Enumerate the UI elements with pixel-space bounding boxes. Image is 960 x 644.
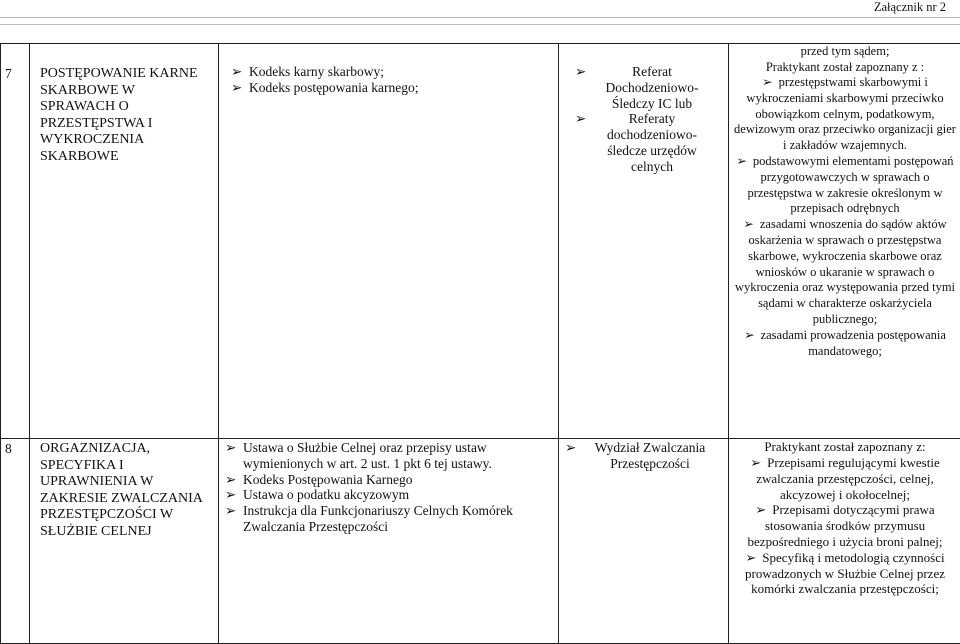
outcomes-heading: Praktykant został zapoznany z : — [765, 59, 925, 74]
curriculum-table — [0, 43, 960, 644]
table-row — [1, 44, 960, 439]
topic-cell — [30, 44, 219, 439]
list-item: ➢ Wydział Zwalczania Przestępczości — [565, 440, 706, 471]
topic-text: ORGAZNIZACJA, SPECYFIKA I UPRAWNIENIA W ZAKRESIE ZWALCZANIA PRZESTĘPCZOŚCI W SŁUŻBIE CELNEJ — [40, 441, 203, 539]
arrowhead-bullet-icon: ➢ — [575, 64, 587, 79]
sources-list — [219, 439, 558, 535]
list-item: ➢ Kodeks karny skarbowy; — [231, 64, 384, 79]
list-item: ➢ podstawowymi elementami postępowań przygotowawczych w sprawach o przestępstwa w zakresie określonym w przepisach odrębnych — [736, 153, 954, 216]
units-list — [559, 44, 728, 175]
arrowhead-bullet-icon: ➢ — [745, 549, 757, 565]
intro-text: przed tym sądem; — [800, 44, 890, 58]
outcomes-list — [733, 75, 957, 359]
arrowhead-bullet-icon: ➢ — [744, 327, 755, 342]
arrowhead-bullet-icon: ➢ — [575, 111, 587, 127]
list-item: ➢ Instrukcja dla Funkcjonariuszy Celnych Komórek Zwalczania Przestępczości — [225, 503, 513, 534]
topic-text: POSTĘPOWANIE KARNE SKARBOWE W SPRAWACH O PRZESTĘPSTWA I WYKROCZENIA SKARBOWE — [40, 66, 198, 164]
list-item: ➢ Referat Dochodzeniowo-Śledczy IC lub — [575, 64, 699, 111]
units-cell — [559, 44, 729, 439]
arrowhead-bullet-icon: ➢ — [225, 487, 237, 503]
list-item: ➢ Przepisami dotyczącymi prawa stosowania środków przymusu bezpośredniego i użycia broni palnej; — [747, 502, 943, 549]
sources-cell — [219, 439, 559, 644]
arrowhead-bullet-icon: ➢ — [565, 440, 577, 455]
header-rule — [0, 17, 960, 18]
annex-label: Załącznik nr 2 — [873, 0, 946, 14]
units-cell — [559, 439, 729, 644]
arrowhead-bullet-icon: ➢ — [225, 503, 237, 519]
units-list — [559, 439, 728, 472]
arrowhead-bullet-icon: ➢ — [231, 64, 243, 79]
list-item: ➢ Specyfiką i metodologią czynności prowadzonych w Służbie Celnej przez komórki zwalczania przestępczości; — [745, 549, 945, 597]
arrowhead-bullet-icon: ➢ — [225, 440, 237, 455]
row-number: 7 — [1, 44, 30, 439]
arrowhead-bullet-icon: ➢ — [750, 455, 762, 470]
arrowhead-bullet-icon: ➢ — [755, 502, 767, 518]
list-item: ➢ przestępstwami skarbowymi i wykroczeniami skarbowymi przeciwko obowiązkom celnym, podatkowym, dewizowym oraz przeciwko organizacji gier i zakładów wzajemnych. — [734, 75, 956, 153]
arrowhead-bullet-icon: ➢ — [743, 217, 754, 232]
arrowhead-bullet-icon: ➢ — [762, 75, 773, 89]
header-rule — [0, 24, 960, 25]
arrowhead-bullet-icon: ➢ — [736, 153, 747, 168]
list-item: ➢ zasadami wnoszenia do sądów aktów oskarżenia w sprawach o przestępstwa skarbowe, wykroczenia skarbowe oraz wniosków o ukaranie w sprawach o wykroczenia oraz występowania przed tymi sądami w charakterze oskarżyciela publicznego; — [734, 217, 956, 326]
list-item: ➢ Kodeks postępowania karnego; — [231, 79, 419, 95]
outcomes-cell — [729, 44, 960, 439]
outcomes-list — [733, 455, 957, 597]
list-item: ➢ Ustawa o Służbie Celnej oraz przepisy ustaw wymienionych w art. 2 ust. 1 pkt 6 tej ustawy. — [225, 440, 492, 471]
outcomes-heading: Praktykant został zapoznany z: — [764, 439, 926, 454]
arrowhead-bullet-icon: ➢ — [225, 471, 237, 487]
arrowhead-bullet-icon: ➢ — [231, 79, 243, 95]
row-number: 8 — [1, 439, 30, 644]
outcomes-cell — [729, 439, 960, 644]
list-item: ➢ Referaty dochodzeniowo-śledcze urzędów celnych — [575, 111, 697, 174]
topic-cell — [30, 439, 219, 644]
list-item: ➢ Ustawa o podatku akcyzowym — [225, 487, 410, 503]
table-row — [1, 439, 960, 644]
sources-list — [219, 44, 558, 96]
list-item: ➢ zasadami prowadzenia postępowania mandatowego; — [744, 327, 946, 358]
list-item: ➢ Przepisami regulującymi kwestie zwalczania przestępczości, celnej, akcyzowej i okołocelnej; — [750, 455, 940, 502]
sources-cell — [219, 44, 559, 439]
list-item: ➢ Kodeks Postępowania Karnego — [225, 471, 413, 487]
